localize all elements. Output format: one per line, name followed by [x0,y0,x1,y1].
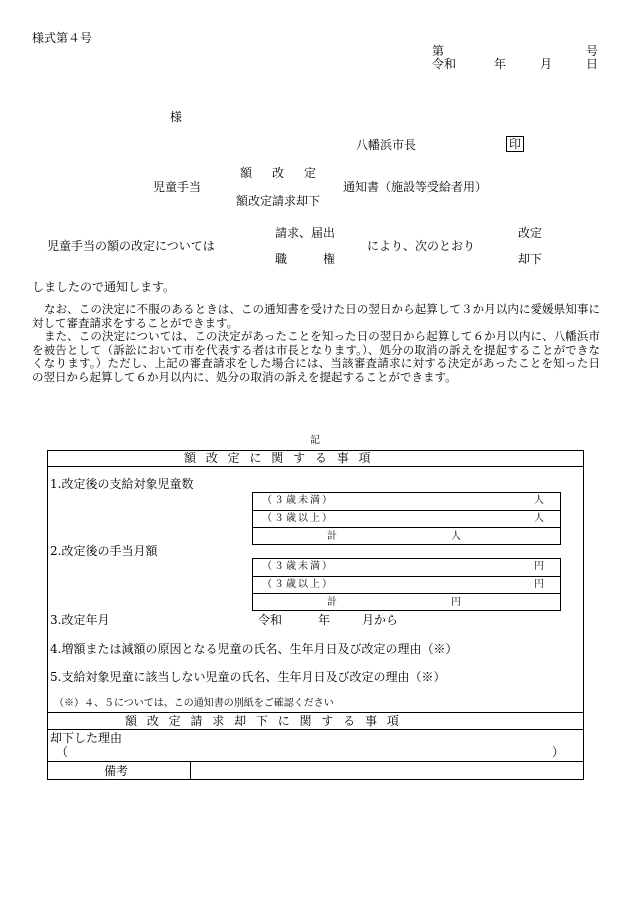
divider [47,729,584,730]
divider [47,761,584,762]
note-text: （※）４、５については、この通知書の別紙をご確認ください [54,698,334,709]
paragraph-lawsuit: また、この決定については、この決定があったことを知った日の翌日から起算して６か月以内に、八幡浜市を被告として（訴訟において市を代表する者は市長となります。）、処分の取消の訴えを提起することができなくなります。）ただし、上記の審査請求をした場合には、当該審査請求に対する決定があったことを知った日の翌日から起算して６か月以内に、処分の取消の訴えを提起することができます。 [32,329,600,384]
child-count-over3-label: （３歳以上） [262,513,334,524]
allowance-total-unit: 円 [451,597,461,608]
intro-left: 児童手当の額の改定については [47,239,215,253]
section1-header: 額 改 定 に 関 す る 事 項 [184,451,374,465]
intro-top: 請求、届出 [275,226,336,240]
date-year: 年 [494,57,507,71]
child-count-total-label: 計 [327,531,337,542]
allowance-over3-label: （３歳以上） [262,579,334,590]
child-count-under3-label: （３歳未満） [262,495,334,506]
child-count-total-unit: 人 [451,531,461,542]
divider [190,761,191,780]
form-number: 様式第４号 [32,31,93,45]
divider [47,712,584,713]
child-count-over3-unit: 人 [534,513,544,524]
item3-year: 年 [318,613,331,627]
section2-header: 額 改 定 請 求 却 下 に 関 す る 事 項 [125,714,402,728]
remarks-label: 備考 [104,764,129,778]
item1-label: 1.改定後の支給対象児童数 [50,477,194,491]
item3-label: 3.改定年月 [50,613,110,627]
doc-no-suffix: 号 [586,44,599,58]
rejection-reason-label: 却下した理由 [50,731,123,745]
item4-label: 4.増額または減額の原因となる児童の氏名、生年月日及び改定の理由（※） [50,642,458,656]
title-left: 児童手当 [153,180,202,194]
intro-right-bottom: 却下 [518,252,543,266]
seal-stamp: 印 [506,136,524,152]
divider [252,593,561,594]
item2-label: 2.改定後の手当月額 [50,544,158,558]
allowance-total-label: 計 [327,597,337,608]
addressee-suffix: 様 [170,110,183,124]
title-bottom: 額改定請求却下 [236,194,321,208]
intro-right-top: 改定 [518,226,543,240]
date-day: 日 [586,57,599,71]
paragraph-appeal: なお、この決定に不服のあるときは、この通知書を受けた日の翌日から起算して３か月以内に愛媛県知事に対して審査請求をすることができます。 [32,302,600,330]
child-count-under3-unit: 人 [534,495,544,506]
divider [252,576,561,577]
rejection-reason-close-paren: ） [552,745,565,759]
ki-label: 記 [310,435,320,446]
divider [252,527,561,528]
intro-bottom: 職 権 [275,252,336,266]
title-top: 額 改 定 [240,166,321,180]
allowance-under3-unit: 円 [534,561,544,572]
item3-from: 月から [362,613,399,627]
allowance-under3-label: （３歳未満） [262,561,334,572]
intro-continuation: しましたので通知します。 [32,280,176,294]
divider [252,510,561,511]
divider [47,466,584,467]
rejection-reason-open-paren: （ [56,745,69,759]
intro-middle: により、次のとおり [367,239,476,253]
issuer-name: 八幡浜市長 [356,138,417,152]
title-right: 通知書（施設等受給者用） [343,180,488,194]
doc-no-prefix: 第 [432,44,445,58]
item3-era: 令和 [258,613,283,627]
date-era: 令和 [432,57,457,71]
allowance-over3-unit: 円 [534,579,544,590]
item5-label: 5.支給対象児童に該当しない児童の氏名、生年月日及び改定の理由（※） [50,670,446,684]
date-month: 月 [540,57,553,71]
